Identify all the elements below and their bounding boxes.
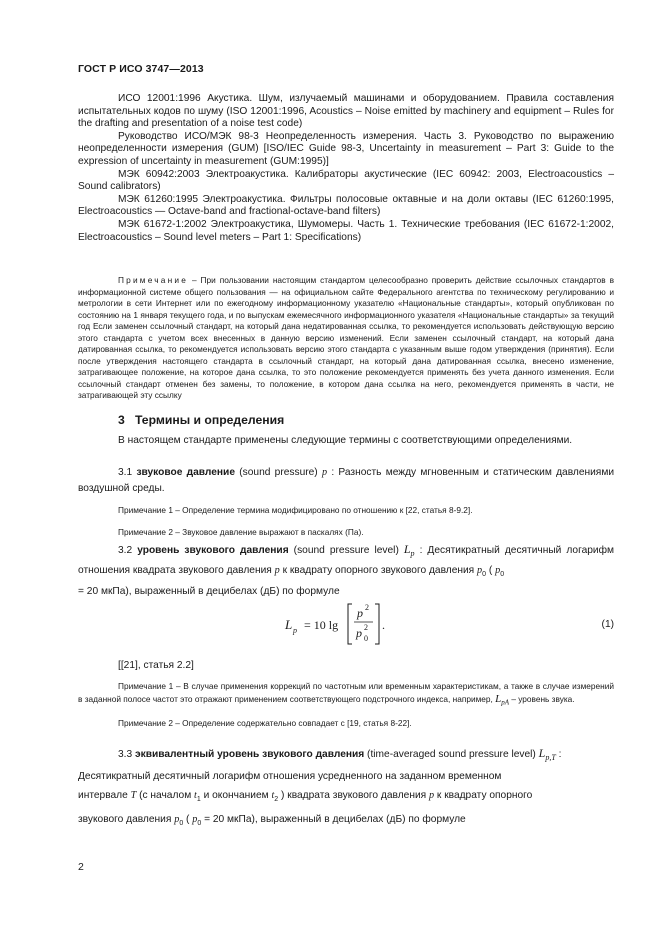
term-3-2: 3.2 уровень звукового давления (sound pressure level) $L_p$ : Десятикратный десятичный логарифм отношения квадрата звукового давления p к квадрату опорного звукового давления $p_0$ ( $p_0$ = 20 мкПа), выраженный в децибелах (дБ) по формуле	[78, 542, 614, 598]
note-label: Примечание	[118, 275, 189, 285]
section-heading: 3 Термины и определения	[118, 413, 285, 427]
svg-text:.: .	[382, 618, 385, 632]
section-intro: В настоящем стандарте применены следующие термины с соответствующими определениями.	[118, 435, 573, 446]
term-3-3: 3.3 эквивалентный уровень звукового давления (time-averaged sound pressure level) $L_{p,T}$ : Десятикратный десятичный логарифм отношения усредненного на заданном временном интервале T (с началом $t_1$ и окончанием $t_2$ ) квадрата звукового давления p к квадрату опорного звукового давления $p_0$ ( $p_0 = 20$ мкПа), выраженный в децибелах (дБ) по формуле	[78, 744, 614, 834]
formula-eq: = 10 lg	[304, 618, 339, 632]
term-3-1: 3.1 звуковое давление (sound pressure) p : Разность между мгновенным и статическим давлениями воздушной среды. Примечание 1 – Определение термина модифицировано по отношению к [22, статья 8-9.2]. Примечание 2 – Звуковое давление выражают в паскалях (Па).	[78, 467, 615, 537]
term-3-2-notes: [[21], статья 2.2] Примечание 1 – В случае применения коррекций по частотным или временным характеристикам, а также в случае измерений в заданной полосе частот это отражают применением соответствующего подстрочного индекса, например, $L_{pA}$ – уровень звука. Примечание 2 – Определение содержательно совпадает с [19, статья 8-22].	[78, 660, 614, 729]
formula-numerator: p	[357, 606, 363, 620]
section-3	[78, 413, 614, 448]
term-name: эквивалентный уровень звукового давления	[135, 749, 365, 760]
references-list	[78, 93, 614, 244]
term-3-3-line: Десятикратный десятичный логарифм отношения усредненного на заданном временном	[78, 771, 502, 783]
term-name: уровень звукового давления	[137, 545, 289, 556]
reference-item: МЭК 61260:1995 Электроакустика. Фильтры полосовые октавные и на доли октавы (IEC 61260:1995, Electroacoustics — Octave-band and fractional-octave-band filters)	[78, 193, 614, 218]
formula-den-exp: 2	[364, 623, 368, 632]
reference-item: Руководство ИСО/МЭК 98-3 Неопределенность измерения. Часть 3. Руководство по выражению неопределенности измерения (GUM) [ISO/IEC Guide 98-3, Uncertainty in measurement – Part 3: Guide to the expression of uncertainty in measurement (GUM:1995)]	[78, 130, 614, 167]
note-label: Примечание 2	[118, 718, 173, 729]
note-label: Примечание 2	[118, 526, 173, 537]
note-label: Примечание 1	[118, 505, 173, 515]
formula-lhs-sub: p	[293, 626, 297, 635]
formula-num-exp: 2	[365, 603, 369, 612]
term-name: звуковое давление	[136, 467, 235, 478]
reference-item: МЭК 60942:2003 Электроакустика. Калибраторы акустические (IEC 60942: 2003, Electroacoustics – Sound calibrators)	[78, 168, 614, 193]
reference-item: ИСО 12001:1996 Акустика. Шум, излучаемый машинами и оборудованием. Правила составления испытательных кодов по шуму (ISO 12001:1996, Acoustics – Noise emitted by machinery and equipment – Rules for the drafting and presentation of a noise test code)	[78, 93, 614, 130]
reference-item: МЭК 61672-1:2002 Электроакустика, Шумомеры. Часть 1. Технические требования (IEC 61672-1:2002, Electroacoustics – Sound level meters – Part 1: Specifications)	[78, 218, 614, 243]
references-note	[78, 275, 614, 402]
document-header: ГОСТ Р ИСО 3747—2013	[78, 63, 204, 75]
formula-svg	[78, 598, 614, 652]
formula-den-sub: 0	[364, 634, 368, 643]
term-source: [[21], статья 2.2]	[118, 660, 194, 671]
formula-lhs: L	[285, 617, 293, 632]
formula-denominator: p	[356, 626, 362, 640]
formula-number: (1)	[601, 619, 614, 630]
formula-1	[78, 598, 614, 652]
page-number: 2	[78, 861, 84, 873]
note-label: Примечание 1	[118, 680, 174, 691]
note-text: – При пользовании настоящим стандартом целесообразно проверить действие ссылочных стандартов в информационной системе общего пользования — на официальном сайте Федерального агентства по техническому регулированию и метрологии в сети Интернет или по ежегодному информационному указателю «Национальные стандарты», который опубликован по состоянию на 1 января текущего года, и по выпускам ежемесячного информационного указателя «Национальные стандарты» за текущий год Если заменен ссылочный стандарт, на который дана недатированная ссылка, то рекомендуется использовать действующую версию этого стандарта с учетом всех внесенных в данную версию изменений. Если заменен ссылочный стандарт, на который дана датированная ссылка, то рекомендуется использовать версию этого стандарта с указанным выше годом утверждения (принятия). Если после утверждения настоящего стандарта в ссылочный стандарт, на который дана датированная ссылка, внесено изменение, затрагивающее положение, на которое дана ссылка, то это положение рекомендуется применять без учета данного изменения. Если ссылочный стандарт отменен без замены, то положение, в котором дана ссылка на него, рекомендуется применять в части, не затрагивающей эту ссылку	[78, 275, 614, 400]
